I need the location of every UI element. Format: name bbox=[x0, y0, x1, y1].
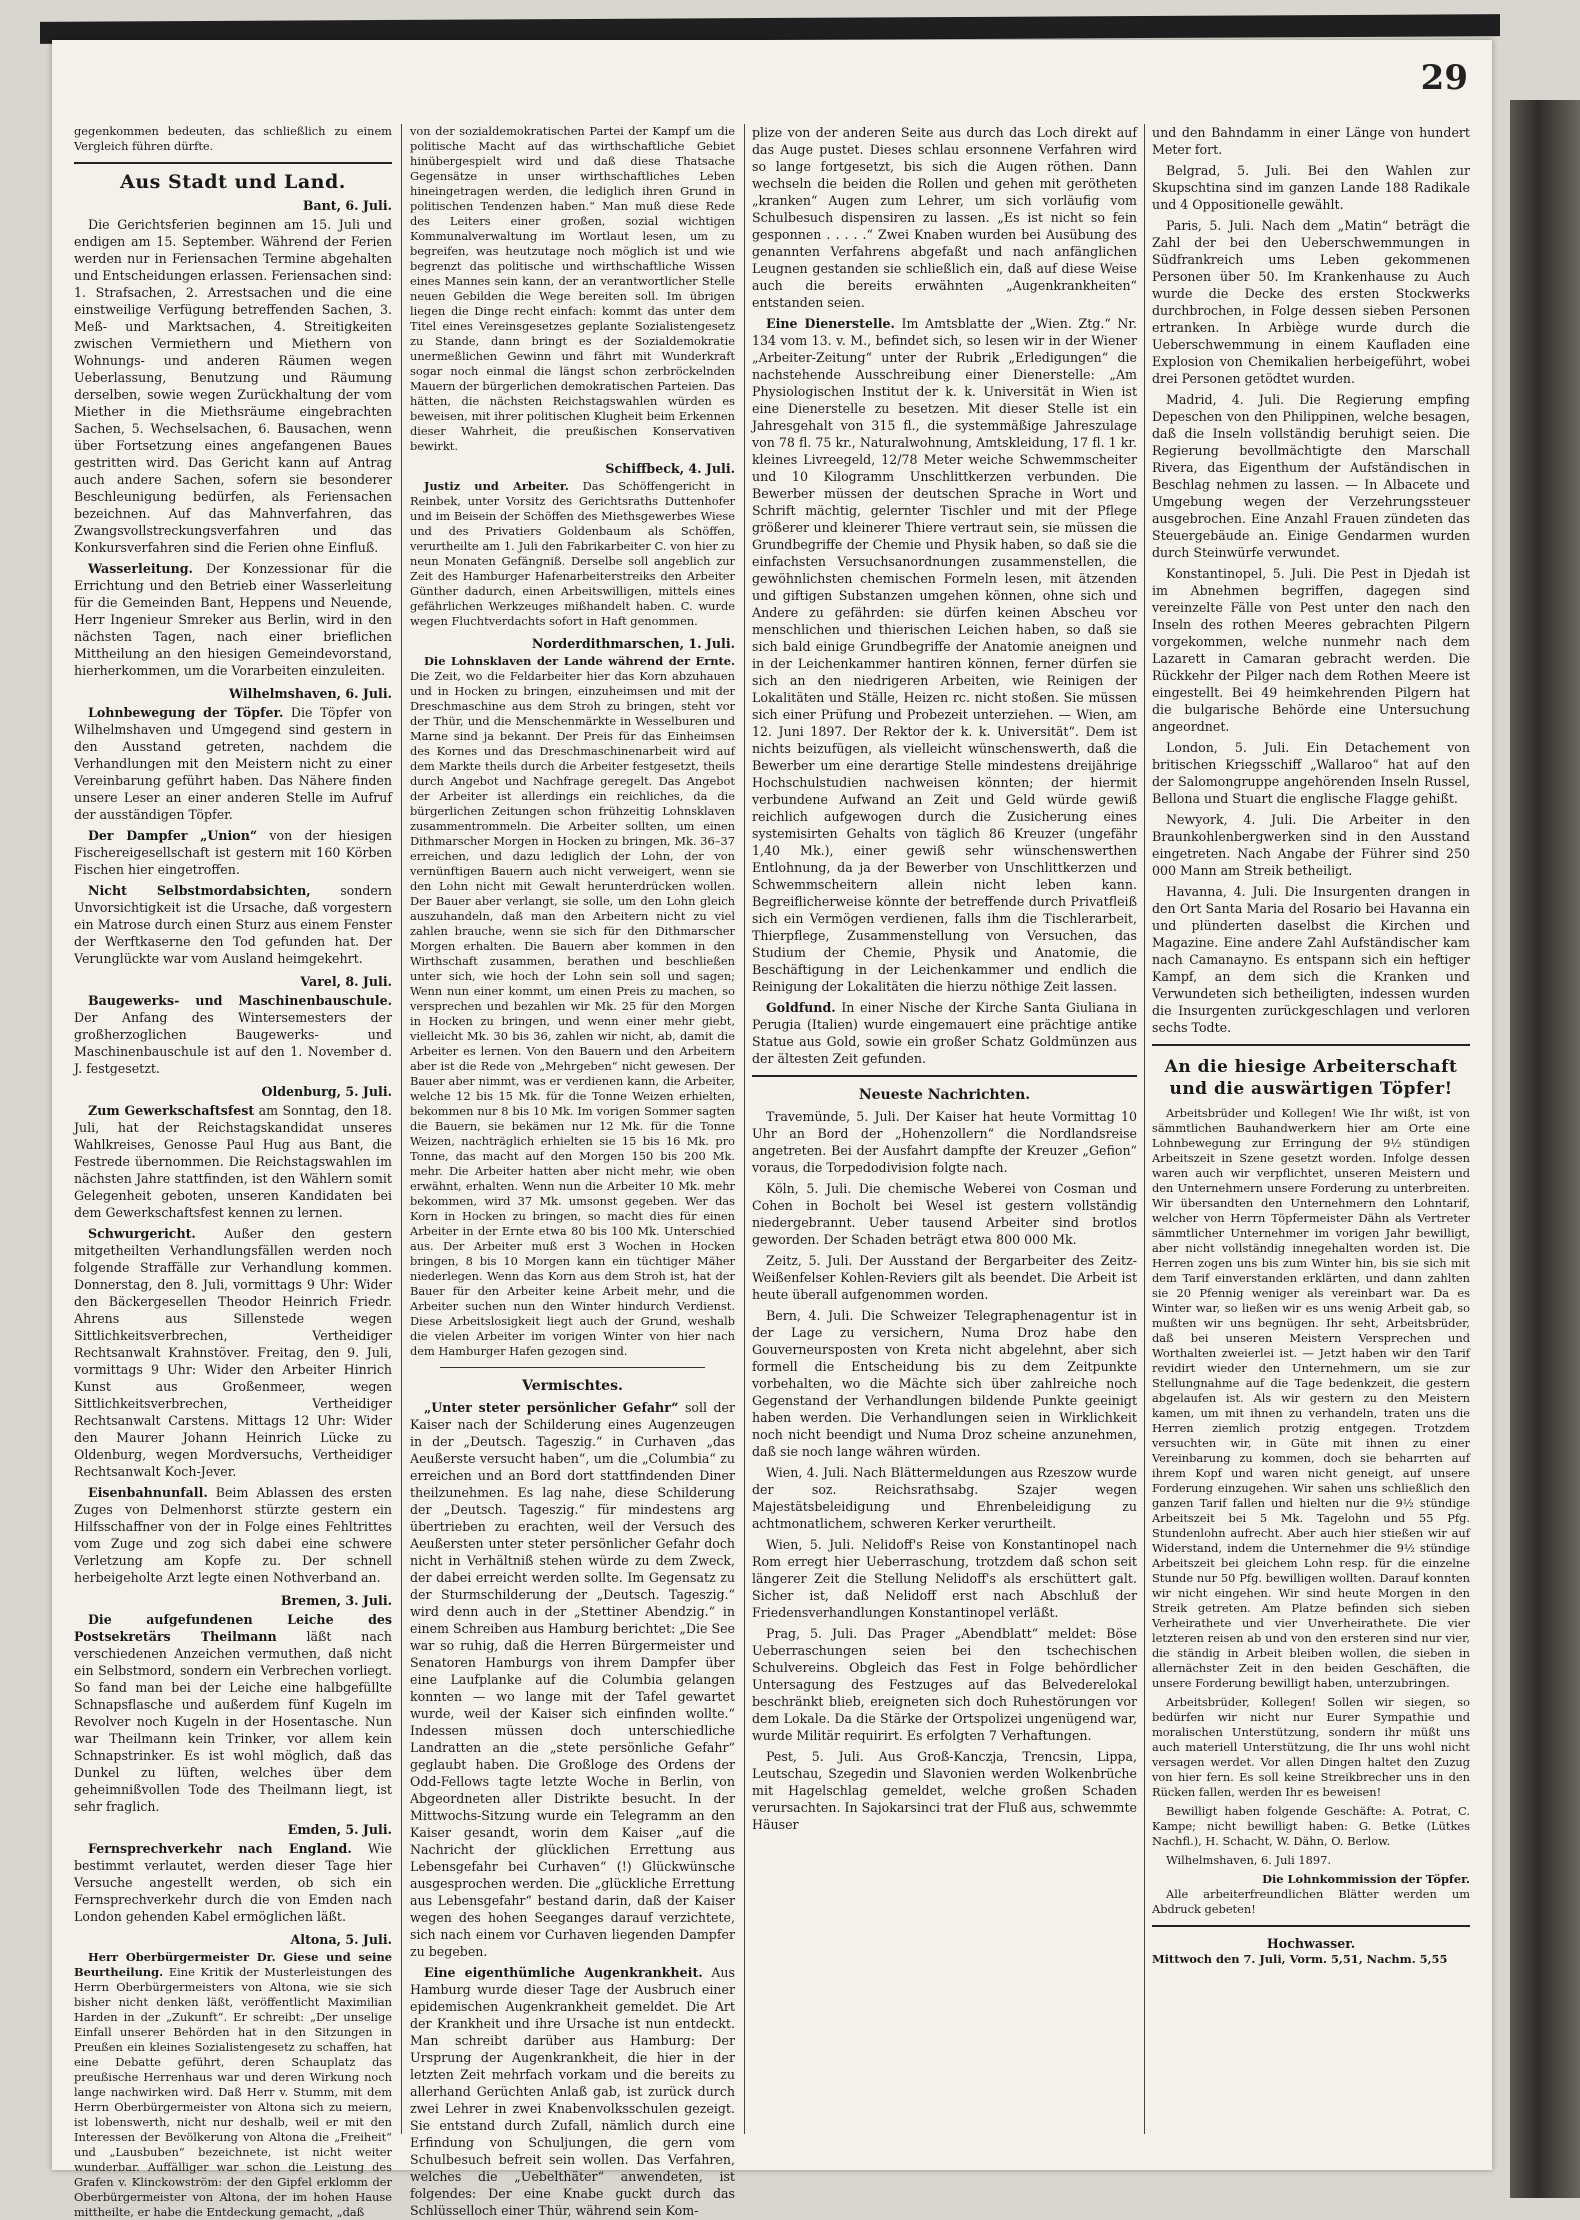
news-item: Konstantinopel, 5. Juli. Die Pest in Djedah ist im Abnehmen begriffen, dagegen sind vereinzelte Fälle von Pest unter den nach den Inseln des rothen Meeres gebrachten Pilgern vorgekommen, welche nunmehr nach dem Lazarett in Camaran gebracht werden. Die Rückkehr der Pilger nach dem Rothen Meere ist eingestellt. Bei 49 heimkehrenden Pilgern hat die bulgarische Behörde eine Untersuchung angeordnet. bbox=[1152, 566, 1470, 734]
dateline: Altona, 5. Juli. bbox=[290, 1932, 392, 1947]
binding-edge-right bbox=[1510, 100, 1580, 2198]
article-lead: Baugewerks- und Maschinenbauschule. bbox=[88, 993, 392, 1008]
article-body: läßt nach verschiedenen Anzeichen vermuthen, daß nicht ein Selbstmord, sondern ein Verbrechen vorliegt. So fand man bei der Leiche eine halbgefüllte Schnapsflasche und außerdem fünf Kugeln im Revolver noch Kugeln in der Hosentasche. Nun war Theilmann kein Trinker, vor allem kein Schnapstrinker. Es ist wohl möglich, daß das Dunkel zu lüften, welches über dem geheimnißvollen Tode des Theilmann liegt, ist sehr fraglich. bbox=[74, 1629, 392, 1814]
article-lead: Nicht Selbstmordabsichten, bbox=[88, 883, 311, 898]
article-lead: „Unter steter persönlicher Gefahr“ bbox=[424, 1400, 679, 1415]
article-body: Die Zeit, wo die Feldarbeiter hier das Korn abzuhauen und in Hocken zu bringen, einzuheimsen und mit der Dreschmaschine aus dem Stroh zu bringen, steht vor der Thür, und die Menschenmärkte in Wesselburen und Marne sind ja bekannt. Der Preis für das Einheimsen des Kornes und das Dreschmaschinenarbeit wird auf dem Markte theils durch die Arbeiter festgesetzt, theils durch Angebot und Nachfrage geregelt. Das Angebot der Arbeiter ist allerdings ein reichliches, da die bürgerlichen Zeitungen schon frühzeitig Lohnsklaven zusammentrommeln. Die Arbeiter sollten, um einen Dithmarscher Morgen in Hocken zu bringen, Mk. 36–37 erreichen, und dazu lediglich der Lohn, der von vernünftigen Bauern auch nicht verweigert, wenn sie den Lohn nicht mit Gewalt herunterdrücken wollen. Der Bauer aber verlangt, sie solle, um den Lohn gleich auszuhandeln, daß man den Arbeitern nicht zu viel zahlen brauche, wenn sie sich für den Dithmarscher Morgen erhalten. Die Bauern aber kommen in den Wirthschaft zusammen, berathen und beschließen unter sich, wie hoch der Lohn sein soll und sagen; Wenn nun einer kommt, um einen Preis zu machen, so versprechen und bezahlen wir Mk. 25 für den Morgen in Hocken zu bringen, und wenn einer mehr giebt, vielleicht Mk. 30 bis 36, zahlen wir nicht, ab, damit die Arbeiter es lernen. Von den Bauern und den Arbeitern aber ist die Rede von „Mehrgeben“ nicht gewesen. Der Bauer aber nimmt, was er verdienen kann, die Arbeiter, welche 12 bis 15 Mk. für die Tonne Weizen erhielten, bekommen nur 8 bis 10 Mk. Im vorigen Sommer sagten die Bauern, sie bekämen nur 12 Mk. für die Tonne Weizen, nachträglich erhielten sie 15 bis 16 Mk. pro Tonne, das macht auf den Morgen 150 bis 200 Mk. mehr. Die Arbeiter hatten aber nicht mehr, wie oben erwähnt, erhalten. Wenn nun die Arbeiter 10 Mk. mehr bekommen, wird 37 Mk. umsonst gegeben. Wer das Korn in Hocken zu bringen, so macht dies für einen Arbeiter in der Ernte etwa 80 bis 100 Mk. Unterschied aus. Der Arbeiter muß erst 3 Wochen in Hocken bringen, 8 bis 10 Morgen kann ein tüchtiger Mäher niederlegen. Wenn das Korn aus dem Stroh ist, hat der Bauer für den Arbeiter keine Arbeit mehr, und die Arbeiter suchen nun den Winter hindurch Verdienst. Diese Arbeitslosigkeit liegt auch der Grund, weshalb die vielen Arbeiter im vorigen Winter von hier nach dem Hamburger Hafen gezogen sind. bbox=[410, 669, 735, 1358]
article-paragraph bbox=[74, 1102, 392, 1221]
article-body: Die Töpfer von Wilhelmshaven und Umgegend sind gestern in den Ausstand getreten, nachdem die Verhandlungen mit den Meistern nicht zu einer Vereinbarung geführt haben. Das Nähere finden unsere Leser an einer anderen Stelle im Aufruf der ausständigen Töpfer. bbox=[74, 705, 392, 822]
news-item: und den Bahndamm in einer Länge von hundert Meter fort. bbox=[1152, 125, 1470, 157]
news-item: Belgrad, 5. Juli. Bei den Wahlen zur Skupschtina sind im ganzen Lande 188 Radikale und 4 Oppositionelle gewählt. bbox=[1152, 163, 1470, 212]
article-body: Aus Hamburg wurde dieser Tage der Ausbruch einer epidemischen Augenkrankheit gemeldet. Die Art der Krankheit und ihre Ursache ist nun entdeckt. Man schreibt darüber aus Hamburg: Der Ursprung der Augenkrankheit, die hier in der letzten Zeit mehrfach vorkam und die bereits zu allerhand Gerüchten Anlaß gab, ist zurück durch zwei Lehrer in zwei Knabenvolksschulen gezeigt. Sie entstand durch Zufall, nämlich durch eine Erfindung von Schuljungen, die gern vom Schulbesuch befreit sein wollen. Das Verfahren, welches die „Uebelthäter“ anwendeten, ist folgendes: Der eine Knabe guckt durch das Schlüsselloch einer Thür, während sein Kom- bbox=[410, 1965, 735, 2218]
news-item: Havanna, 4. Juli. Die Insurgenten drangen in den Ort Santa Maria del Rosario bei Havanna ein und plünderten daselbst die Kirchen und Magazine. Eine andere Zahl Aufständischer kam nach Camanayno. Es entspann sich ein heftiger Kampf, an dem sich die Kranken und Verwundeten sich betheiligten, indessen wurden die Insurgenten zurückgeschlagen und verloren sechs Todte. bbox=[1152, 884, 1470, 1035]
article-lead: Justiz und Arbeiter. bbox=[424, 479, 569, 493]
news-item: Bern, 4. Juli. Die Schweizer Telegraphenagentur ist in der Lage zu versichern, Numa Droz habe den Gouverneursposten von Kreta nicht abgelehnt, aber sich formell die Entscheidung bis zu dem Zeitpunkte vorbehalten, wo die Mächte sich über zahlreiche noch Gegenstand der Verhandlungen bildende Punkte geeinigt haben werden. Die Verhandlungen seien in Wirklichkeit noch nicht beendigt und Numa Droz scheine anzunehmen, daß sie noch lange währen würden. bbox=[752, 1308, 1137, 1459]
article-paragraph bbox=[74, 827, 392, 878]
dateline: Wilhelmshaven, 6. Juli. bbox=[228, 686, 392, 701]
article-lead: Goldfund. bbox=[766, 1000, 836, 1015]
divider bbox=[1152, 1925, 1470, 1927]
article-lead: Zum Gewerkschaftsfest bbox=[88, 1103, 255, 1118]
dateline: Norderdithmarschen, 1. Juli. bbox=[531, 636, 735, 651]
article-body: am Sonntag, den 18. Juli, hat der Reichstagskandidat unseres Wahlkreises, Genosse Paul Hug aus Bant, die Festrede übernommen. Die Reichstagswahlen im nächsten Jahre stattfinden, ist den Wählern somit Gelegenheit geboten, unseren Kandidaten bei dem Gewerkschaftsfest kennen zu lernen. bbox=[74, 1103, 392, 1220]
article-lead: Die Lohnsklaven der Lande während der Ernte. bbox=[424, 654, 735, 668]
dateline: Oldenburg, 5. Juli. bbox=[261, 1084, 392, 1099]
article-paragraph bbox=[410, 654, 735, 1359]
article-lead: Fernsprechverkehr nach England. bbox=[88, 1841, 352, 1856]
article-paragraph: von der sozialdemokratischen Partei der Kampf um die politische Macht auf das wirthschaftliche Gebiet hinübergespielt wird und daß diese Thatsache Gegensätze in unser wirthschaftliches Leben hineingetragen werden, die lediglich ihren Grund in politischen Tendenzen haben.“ Man muß diese Rede des Leiters einer großen, sozial wichtigen Kommunalverwaltung im Wortlaut lesen, um zu begreifen, was heutzutage noch möglich ist und wie begrenzt das politische und wirthschaftliche Wissen eines Mannes sein kann, der an verantwortlicher Stelle neuen Gebilden die Wege bereiten soll. Im übrigen liegen die Dinge recht einfach: kommt das unter dem Titel eines Vereinsgesetzes geplante Sozialistengesetz zu Stande, dann bringt es der Sozialdemokratie unermeßlichen Gewinn und fährt mit Wunderkraft sogar noch einmal die längst schon zerbröckelnden Mauern der bürgerlichen demokratischen Parteien. Das hätten, die nächsten Reichstagswahlen würden es beweisen, mit ihrer politischen Klugheit beim Erkennen dieser Wahrheit, die preußischen Konservativen bewirkt. bbox=[410, 124, 735, 453]
article-paragraph bbox=[74, 1225, 392, 1480]
divider bbox=[440, 1367, 705, 1368]
article-lead: Eine eigenthümliche Augenkrankheit. bbox=[424, 1965, 703, 1980]
page-number: 29 bbox=[1420, 58, 1468, 98]
tide-times: Mittwoch den 7. Juli, Vorm. 5,51, Nachm. 5,55 bbox=[1152, 1952, 1448, 1966]
appeal-paragraph: Arbeitsbrüder und Kollegen! Wie Ihr wißt, ist von sämmtlichen Bauhandwerkern hier am Orte eine Lohnbewegung zur Erringung der 9½ stündigen Arbeitszeit in Szene gesetzt worden. Infolge dessen waren auch wir verpflichtet, unseren Meistern und den Unternehmern unsere Forderung zu unterbreiten. Wir übersandten den Unternehmern den Lohntarif, welcher von Herrn Töpfermeister Dähn als Vertreter sämmtlicher Unternehmer im vorigen Jahr bewilligt, aber nicht vollständig innegehalten worden ist. Die Herren zogen uns bis zum Winter hin, bis sie sich mit dem Tarif einverstanden erklärten, und dann zahlten sie 20 Pfennig weniger als vereinbart war. Da es Winter war, so ließen wir es uns wenig Arbeit gab, so mußten wir uns begnügen. Ihr seht, Arbeitsbrüder, daß bei unseren Meistern Versprechen und Worthalten zweierlei ist. — Jetzt haben wir den Tarif revidirt wieder den Unternehmern, um sie zur Stellungnahme auf die Tage bedenkzeit, die gestern abgelaufen ist. Als wir gestern zu den Meistern kamen, um mit ihnen zu verhandeln, traten uns die Herren ziemlich protzig entgegen. Trotzdem versuchten wir, in Güte mit ihnen zu einer Vereinbarung zu kommen, doch sie beharrten auf ihrem Kopf und waren nicht geneigt, auf unsere Forderung einzugehen. Wir sahen uns schließlich den ganzen Tarif fallen und hielten nur die 9½ stündige Arbeitszeit bei 5 Mk. Tagelohn und 55 Pfg. Stundenlohn aufrecht. Aber auch hier stießen wir auf Widerstand, indem die Unternehmer die 9½ stündige Arbeitszeit bei gleichem Lohn resp. für die einzelne Stunde nur 50 Pfg. bewilligen wollten. Darauf konnten wir nicht eingehen. Wir sind heute Morgen in den Streik getreten. Am Platze befinden sich sieben Verheirathete und vier Unverheirathete. Die vier letzteren reisen ab und von den ersteren sind nur vier, die ständig in Arbeit bleiben wollen, die sieben in allernächster Zeit in den beiden Geschäften, die unsere Forderung bewilligt haben, unterzubringen. bbox=[1152, 1106, 1470, 1690]
news-item: Prag, 5. Juli. Das Prager „Abendblatt“ meldet: Böse Ueberraschungen seien bei den tschechischen Schulvereins. Obgleich das Fest in Folge behördlicher Untersagung des Festzuges auf das Belvederelokal beschränkt blieb, ereigneten sich doch Ruhestörungen vor dem Lokale. Da die Stärke der Ortspolizei ungenügend war, wurde Militär requirirt. Es erfolgten 7 Verhaftungen. bbox=[752, 1626, 1137, 1743]
column-rule bbox=[401, 124, 402, 2134]
section-title-news: Neueste Nachrichten. bbox=[858, 1087, 1031, 1103]
article-paragraph bbox=[410, 1964, 735, 2219]
appeal-title: An die hiesige Arbeiterschaft und die auswärtigen Töpfer! bbox=[1164, 1057, 1458, 1099]
article-paragraph bbox=[74, 1950, 392, 2220]
dateline: Bremen, 3. Juli. bbox=[280, 1593, 392, 1608]
article-body: Außer den gestern mitgetheilten Verhandlungsfällen werden noch folgende Straffälle zur Verhandlung kommen. Donnerstag, den 8. Juli, vormittags 9 Uhr: Wider den Bäckergesellen Theodor Heinrich Friedr. Ahrens aus Sillenstede wegen Sittlichkeitsverbrechen, Vertheidiger Rechtsanwalt Krahnstöver. Freitag, den 9. Juli, vormittags 9 Uhr: Wider den Arbeiter Hinrich Kunst aus Großenmeer, wegen Sittlichkeitsverbrechen, Vertheidiger Rechtsanwalt Carstens. Mittags 12 Uhr: Wider den Maurer Johann Heinrich Lücke zu Oldenburg, wegen Mordversuchs, Vertheidiger Rechtsanwalt Koch-Jever. bbox=[74, 1226, 392, 1479]
article-paragraph: plize von der anderen Seite aus durch das Loch direkt auf das Auge pustet. Dieses schlau ersonnene Verfahren wird so lange fortgesetzt, bis sich die Augen röthen. Dann wechseln die beiden die Rollen und gehen mit gerötheten „kranken“ Augen zum Lehrer, um sich vorläufig vom Schulbesuch dispensiren zu lassen. „Es ist nicht so fein gesponnen . . . . .“ Zwei Knaben wurden bei Ausübung des genannten Verfahrens abgefaßt und nach anfänglichen Leugnen gestanden sie schließlich ein, daß auf diese Weise auch die bereits erwähnten „Augenkrankheiten“ entstanden seien. bbox=[752, 125, 1137, 310]
article-paragraph bbox=[752, 999, 1137, 1067]
appeal-note: Alle arbeiterfreundlichen Blätter werden um Abdruck gebeten! bbox=[1152, 1887, 1470, 1916]
appeal-notice bbox=[1152, 1056, 1470, 1917]
article-lead: Wasserleitung. bbox=[88, 561, 193, 576]
article-body: sondern Unvorsichtigkeit ist die Ursache, daß vorgestern ein Matrose durch einen Sturz aus einem Fenster der Werftkaserne den Tod gefunden hat. Der Verunglückte war vom Ausland heimgekehrt. bbox=[74, 883, 392, 966]
article-paragraph bbox=[74, 992, 392, 1077]
article-paragraph bbox=[74, 882, 392, 967]
appeal-paragraph: Bewilligt haben folgende Geschäfte: A. Potrat, C. Kampe; nicht bewilligt haben: G. Betke (Lütkes Nachfl.), H. Schacht, W. Dähn, O. Berlow. bbox=[1152, 1804, 1470, 1848]
article-paragraph bbox=[410, 1399, 735, 1960]
article-lead: Lohnbewegung der Töpfer. bbox=[88, 705, 284, 720]
article-body: Im Amtsblatte der „Wien. Ztg.“ Nr. 134 vom 13. v. M., befindet sich, so lesen wir in der Wiener „Arbeiter-Zeitung“ unter der Rubrik „Erledigungen“ die nachstehende Ausschreibung einer Dienerstelle: „Am Physiologischen Institut der k. k. Universität in Wien ist eine Dienerstelle zu besetzen. Mit dieser Stelle ist ein Jahresgehalt von 315 fl., die systemmäßige Jahreszulage von 78 fl. 75 kr., Naturalwohnung, Amtskleidung, 17 fl. 1 kr. kleines Livreegeld, 12/78 Meter weiche Schwemmscheiter und 10 Kilogramm Unschlittkerzen verbunden. Die Bewerber müssen der deutschen Sprache in Wort und Schrift mächtig, gelernter Tischler und mit der Pflege größerer und kleinerer Thiere vertraut sein, sie müssen die Grundbegriffe der Chemie und Physik haben, so daß sie die einfachsten Versuchsanordnungen zusammenstellen, die gewöhnlichsten chemischen Formeln lesen, mit ätzenden und giftigen Substanzen umgehen können, ohne sich und Andere zu gefährden: sie dürfen keinen Abscheu vor menschlichen und thierischen Leichen haben, so daß sie sich bald einige Grundbegriffe der Anatomie aneignen und in der Leichenkammer hantiren können, ferner dürfen sie sich an den niedrigeren Arbeiten, wie Reinigen der Lokalitäten und Ställe, Heizen rc. nicht stoßen. Sie müssen sich einer Prüfung und Probezeit unterziehen. — Wien, am 12. Juni 1897. Der Rektor der k. k. Universität“. Dem ist nichts beizufügen, als vielleicht wünschenswerth, daß die Bewerber um eine derartige Stelle mindestens dreijährige Hochschulstudien nachweisen könnten; der hiermit verbundene Aufwand an Zeit und Geld würde gewiß reichlich aufgewogen durch die Zusicherung eines systemisirten Gehalts von täglich 86 Kreuzer (ungefähr 1,40 Mk.), einer gewiß sehr wünschenswerthen Entlohnung, da ja der Bewerber von Unschlittkerzen und Schwemmscheitern allein nicht leben kann. Begreiflicherweise könnte der betreffende durch Privatfleiß sich ein Vermögen verdienen, falls ihm die Tischlerarbeit, Thierpflege, Zusammenstellung von Versuchen, das Studium der Chemie, Physik und Anatomie, die Beschäftigung in der Leichenkammer und endlich die Reinigung der Lokalitäten die hierzu nöthige Zeit lassen. bbox=[752, 316, 1137, 994]
newspaper-page bbox=[52, 40, 1492, 2219]
article-paragraph bbox=[74, 704, 392, 823]
column-rule bbox=[744, 124, 745, 2134]
appeal-signature: Die Lohnkommission der Töpfer. bbox=[1262, 1872, 1470, 1886]
column-1 bbox=[74, 124, 392, 2219]
column-2 bbox=[410, 124, 736, 2218]
dateline: Schiffbeck, 4. Juli. bbox=[605, 461, 735, 476]
article-body: Das Schöffengericht in Reinbek, unter Vorsitz des Gerichtsraths Duttenhofer und im Beisein der Schöffen des Miethsgewerbes Wiese und des Privatiers Goldenbaum als Schöffen, verurtheilte am 1. Juli den Fabrikarbeiter C. von hier zu neun Monaten Gefängniß. Derselbe soll angeblich zur Zeit des Hamburger Hafenarbeiterstreiks den Arbeiter Günther dadurch, einen Arbeitswilligen, mittels eines gefährlichen Werkzeuges mißhandelt haben. C. wurde wegen Fluchtverdachts sofort in Haft genommen. bbox=[410, 479, 735, 628]
article-body: In einer Nische der Kirche Santa Giuliana in Perugia (Italien) wurde eingemauert eine prächtige antike Statue aus Gold, sowie ein großer Schatz Goldmünzen aus der ältesten Zeit gefunden. bbox=[752, 1000, 1137, 1066]
article-lead: Herr Oberbürgermeister Dr. Giese und seine Beurtheilung. bbox=[74, 1950, 392, 1979]
column-3 bbox=[752, 124, 1137, 2134]
divider bbox=[1152, 1044, 1470, 1046]
article-body: Wie bestimmt verlautet, werden dieser Tage hier Versuche angestellt werden, ob sich ein Fernsprechverkehr durch die von Emden nach London gehenden Kabel ermöglichen läßt. bbox=[74, 1841, 392, 1924]
article-body: von der hiesigen Fischereigesellschaft ist gestern mit 160 Körben Fischen hier eingetroffen. bbox=[74, 828, 392, 877]
news-item: Köln, 5. Juli. Die chemische Weberei von Cosman und Cohen in Bocholt bei Wesel ist gestern vollständig niedergebrannt. Ueber tausend Arbeiter sind brotlos geworden. Der Schaden beträgt etwa 800 000 Mk. bbox=[752, 1181, 1137, 1247]
news-item: Wien, 4. Juli. Nach Blättermeldungen aus Rzeszow wurde der soz. Reichsrathsabg. Szajer wegen Majestätsbeleidigung und Ehrenbeleidigung zu achtmonatlichem, schweren Kerker verurtheilt. bbox=[752, 1465, 1137, 1531]
article-paragraph bbox=[74, 1484, 392, 1586]
divider bbox=[74, 162, 392, 164]
news-item: Travemünde, 5. Juli. Der Kaiser hat heute Vormittag 10 Uhr an Bord der „Hohenzollern“ die Nordlandsreise angetreten. Bei der Ausfahrt dampfte der Kreuzer „Gefion“ voraus, die Torpedodivision folgte nach. bbox=[752, 1109, 1137, 1175]
article-paragraph bbox=[752, 315, 1137, 995]
intro-text: gegenkommen bedeuten, das schließlich zu einem Vergleich führen dürfte. bbox=[74, 124, 392, 153]
news-item: Madrid, 4. Juli. Die Regierung empfing Depeschen von den Philippinen, welche besagen, daß die Inseln vollständig beruhigt seien. Die Regierung bevollmächtigte den Marschall Rivera, das Eigenthum der Aufständischen in Beschlag nehmen zu lassen. — In Albacete und Umgebung wegen der Verzehrungssteuer ausgebrochen. Eine Anzahl Frauen zündeten das Steuergebäude an. Einige Gendarmen wurden durch Steinwürfe verwundet. bbox=[1152, 392, 1470, 560]
article-paragraph bbox=[74, 560, 392, 679]
appeal-paragraph: Arbeitsbrüder, Kollegen! Sollen wir siegen, so bedürfen wir nicht nur Eurer Sympathie und moralischen Unterstützung, sondern ihr müßt uns auch materiell Unterstützung, die Ihr uns wohl nicht versagen werdet. Vor allen Dingen haltet den Zuzug von hier fern. Es soll keine Streikbrecher uns in den Rücken fallen, werden Ihr es beweisen! bbox=[1152, 1695, 1470, 1799]
news-item: Pest, 5. Juli. Aus Groß-Kanczja, Trencsin, Lippa, Leutschau, Szegedin und Slavonien werden Wolkenbrüche mit Hagelschlag gemeldet, welche großen Schaden verursachten. In Sajokarsinci trat der Fluß aus, schwemmte Häuser bbox=[752, 1749, 1137, 1832]
article-lead: Der Dampfer „Union“ bbox=[88, 828, 258, 843]
dateline: Varel, 8. Juli. bbox=[300, 974, 392, 989]
article-body: Der Anfang des Wintersemesters der großherzoglichen Baugewerks- und Maschinenbauschule ist auf den 1. November d. J. festgesetzt. bbox=[74, 1010, 392, 1076]
article-lead: Die aufgefundenen Leiche des Postsekretärs Theilmann bbox=[74, 1612, 392, 1644]
news-item: London, 5. Juli. Ein Detachement von britischen Kriegsschiff „Wallaroo“ hat auf den der Salomongruppe angehörenden Inseln Russel, Bellona und Stuart die englische Flagge gehißt. bbox=[1152, 740, 1470, 806]
article-paragraph bbox=[410, 479, 735, 629]
article-body: soll der Kaiser nach der Schilderung eines Augenzeugen in der „Deutsch. Tageszig.“ in Curhaven „das Aeußerste versucht haben“, um die „Columbia“ zu erreichen und an Bord dort stattfindenden Diner theilzunehmen. Es lag nahe, diese Schilderung der „Deutsch. Tageszig.“ für mindestens arg übertrieben zu erachten, weil der Versuch des Aeußersten unter steter persönlicher Gefahr doch nicht in Verhältniß stehen würde zu dem Zweck, der dabei erreicht werden sollte. Im Gegensatz zu der Sturmschilderung der „Deutsch. Tageszig.“ wird denn auch in der „Stettiner Abendzig.“ in einem Schreiben aus Hamburg berichtet: „Die See war so ruhig, daß die Herren Bürgermeister und Senatoren Hamburgs von ihrem Dampfer über eine Laufplanke auf die Columbia gelangen konnten — wo lange mit der Tafel gewartet wurde, weil der Kaiser sich einfinden wollte.“ Indessen müssen doch unterschiedliche Landratten an die „stete persönliche Gefahr“ geglaubt haben. Die Großloge des Ordens der Odd-Fellows tagte letzte Woche in Berlin, von Abgeordneten aller Distrikte besucht. In der Mittwochs-Sitzung wurde ein Telegramm an den Kaiser gesandt, worin dem Kaiser „auf die Nachricht der glücklichen Errettung aus Lebensgefahr bei Curhaven“ (!) Glückwünsche ausgesprochen werden. Die „glückliche Errettung aus Lebensgefahr“ bestand darin, daß der Kaiser wegen des hohen Seeganges darauf verzichtete, sich nach einem vor Curhaven liegenden Dampfer zu begeben. bbox=[410, 1400, 736, 1959]
news-item: Zeitz, 5. Juli. Der Ausstand der Bergarbeiter des Zeitz-Weißenfelser Kohlen-Reviers gilt als beendet. Die Arbeit ist heute überall aufgenommen worden. bbox=[752, 1253, 1137, 1302]
article-lead: Schwurgericht. bbox=[88, 1226, 196, 1241]
article-paragraph bbox=[74, 1611, 392, 1815]
article-body: Der Konzessionar für die Errichtung und den Betrieb einer Wasserleitung für die Gemeinden Bant, Heppens und Neuende, Herr Ingenieur Smreker aus Berlin, wird in den nächsten Tagen, nach einer brieflichen Mittheilung an den hiesigen Gemeindevorstand, hierherkommen, um die Vorarbeiten einzuleiten. bbox=[74, 561, 392, 678]
news-item: Wien, 5. Juli. Nelidoff's Reise von Konstantinopel nach Rom erregt hier Ueberraschung, trotzdem daß schon seit längerer Zeit die Stellung Nelidoff's als erschüttert galt. Sicher ist, daß Nelidoff erst nach Abschluß der Friedensverhandlungen Konstantinopel verläßt. bbox=[752, 1537, 1137, 1620]
divider bbox=[752, 1075, 1137, 1077]
news-item: Paris, 5. Juli. Nach dem „Matin“ beträgt die Zahl der bei den Ueberschwemmungen in Südfrankreich ums Leben gekommenen Personen über 50. Im Krankenhause zu Auch wurde die Decke des ersten Stockwerks durchbrochen, in Folge dessen sieben Personen ertranken. In Arbiège wurde durch die Ueberschwemmung in einem Kaufladen eine Explosion von Chemikalien herbeigeführt, wobei drei Personen getödtet wurden. bbox=[1152, 218, 1470, 386]
article-body: Eine Kritik der Musterleistungen des Herrn Oberbürgermeisters von Altona, wie sie sich bisher nicht denken läßt, veröffentlicht Maximilian Harden in der „Zukunft“. Er schreibt: „Der unselige Einfall unserer Behörden hat in den Sitzungen in Preußen ein kleines Sozialistengesetz zu schaffen, hat eine Debatte geführt, deren Schauplatz das preußische Herrenhaus war und deren Wirkung noch lange nachwirken wird. Daß Herr v. Stumm, mit dem Herrn Oberbürgermeister von Altona sich zu meiern, ist lobenswerth, nicht nur deshalb, weil er mit den Interessen der Bevölkerung von Altona die „Freiheit“ und „Lausbuben“ bezeichnete, ist nicht weiter wunderbar. Auffälliger war schon die Leistung des Grafen v. Klinckowström: der den Gipfel erklomm der Oberbürgermeister von Altona, der im hohen Hause mittheilte, er habe die Entdeckung gemacht, „daß bbox=[74, 1965, 392, 2219]
article-lead: Eisenbahnunfall. bbox=[88, 1485, 208, 1500]
dateline: Emden, 5. Juli. bbox=[287, 1822, 392, 1837]
column-4 bbox=[1152, 124, 1470, 2134]
section-title-local: Aus Stadt und Land. bbox=[120, 171, 346, 193]
tide-title: Hochwasser. bbox=[1266, 1936, 1356, 1951]
article-paragraph: Die Gerichtsferien beginnen am 15. Juli und endigen am 15. September. Während der Ferien werden nur in Feriensachen Termine abgehalten und Entscheidungen erlassen. Feriensachen sind: 1. Strafsachen, 2. Arrestsachen und die eine einstweilige Verfügung betreffenden Sachen, 3. Meß- und Marktsachen, 4. Streitigkeiten zwischen Vermiethern und Miethern von Wohnungs- und anderen Räumen wegen Ueberlassung, Benutzung und Räumung derselben, sowie wegen Zurückhaltung der vom Miether in die Miethsräume eingebrachten Sachen, 5. Wechselsachen, 6. Bausachen, wenn über Fortsetzung eines angefangenen Baues gestritten wird. Das Gericht kann auf Antrag auch andere Sachen, sofern sie besonderer Beschleunigung bedürfen, als Feriensachen bezeichnen. Auf das Mahnverfahren, das Zwangsvollstreckungsverfahren und das Konkursverfahren sind die Ferien ohne Einfluß. bbox=[74, 217, 392, 555]
article-body: Beim Ablassen des ersten Zuges von Delmenhorst stürzte gestern ein Hilfsschaffner von der in Folge eines Fehltrittes vom Zuge und zog sich dabei eine schwere Verletzung am Kopfe zu. Der schnell herbeigeholte Arzt legte einen Nothverband an. bbox=[74, 1485, 392, 1585]
article-paragraph bbox=[74, 1840, 392, 1925]
appeal-date: Wilhelmshaven, 6. Juli 1897. bbox=[1166, 1853, 1331, 1867]
news-item: Newyork, 4. Juli. Die Arbeiter in den Braunkohlenbergwerken sind in den Ausstand eingetreten. Nach Angabe der Führer sind 250 000 Mann am Streik betheiligt. bbox=[1152, 812, 1470, 878]
section-title-misc: Vermischtes. bbox=[522, 1378, 623, 1394]
article-lead: Eine Dienerstelle. bbox=[766, 316, 895, 331]
dateline: Bant, 6. Juli. bbox=[302, 198, 392, 213]
column-rule bbox=[1144, 124, 1145, 2134]
